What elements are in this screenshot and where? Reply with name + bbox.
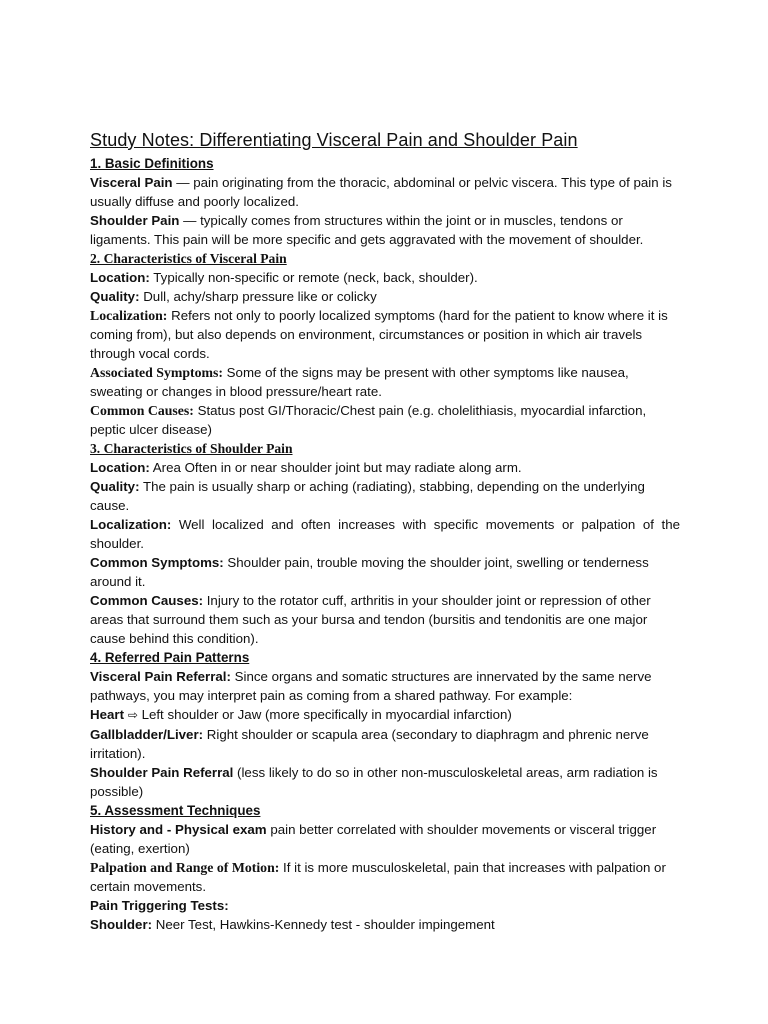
item-label: Location: [90, 270, 150, 285]
shoulder-common-causes [90, 591, 680, 648]
shoulder-tests [90, 915, 680, 934]
item-label: Shoulder: [90, 917, 153, 932]
visceral-associated-symptoms [90, 363, 680, 401]
item-text: Some of the signs may be present with other symptoms like nausea, sweating or changes in blood pressure/heart rate. [90, 365, 629, 399]
palpation-range-of-motion [90, 858, 680, 896]
item-label: Shoulder Pain Referral [90, 765, 234, 780]
section-heading-assessment: 5. Assessment Techniques [90, 803, 261, 818]
item-label: Localization: [90, 517, 172, 532]
item-label: Visceral Pain [90, 175, 173, 190]
item-text: — typically comes from structures within the joint or in muscles, tendons or ligaments. This pain will be more specific and gets aggravated with the movement of shoulder. [90, 213, 644, 247]
heart-referral [90, 705, 680, 725]
item-label: Common Causes: [90, 403, 194, 418]
item-label: Common Causes: [90, 593, 204, 608]
document-title: Study Notes: Differentiating Visceral Pain and Shoulder Pain [90, 130, 578, 150]
item-text: Left shoulder or Jaw (more specifically in myocardial infarction) [137, 707, 512, 722]
pain-triggering-tests [90, 896, 680, 915]
item-text: Shoulder pain, trouble moving the shoulder joint, swelling or tenderness around it. [90, 555, 649, 589]
item-text: Injury to the rotator cuff, arthritis in your shoulder joint or repression of other areas that surround them such as your bursa and tendon (bursitis and tendonitis are one major cause behind this condition). [90, 593, 651, 646]
item-text: Right shoulder or scapula area (secondary to diaphragm and phrenic nerve irritation). [90, 727, 649, 761]
item-text: pain better correlated with shoulder movements or visceral trigger (eating, exertion) [90, 822, 657, 856]
visceral-location [90, 268, 680, 287]
shoulder-common-symptoms [90, 553, 680, 591]
item-label: Visceral Pain Referral: [90, 669, 231, 684]
item-text: (less likely to do so in other non-musculoskeletal areas, arm radiation is possible) [90, 765, 658, 799]
shoulder-quality [90, 477, 680, 515]
item-label: Quality: [90, 289, 140, 304]
shoulder-pain-referral [90, 763, 680, 801]
item-label: Quality: [90, 479, 140, 494]
section-heading-visceral-characteristics: 2. Characteristics of Visceral Pain [90, 251, 287, 266]
item-text: — pain originating from the thoracic, abdominal or pelvic viscera. This type of pain is usually diffuse and poorly localized. [90, 175, 672, 209]
item-label: Associated Symptoms: [90, 365, 223, 380]
item-label: Palpation and Range of Motion: [90, 860, 280, 875]
item-text: If it is more musculoskeletal, pain that increases with palpation or certain movements. [90, 860, 666, 894]
definition-shoulder-pain [90, 211, 680, 249]
history-physical-exam [90, 820, 680, 858]
item-label: History and - Physical exam [90, 822, 267, 837]
visceral-common-causes [90, 401, 680, 439]
item-text: Area Often in or near shoulder joint but may radiate along arm. [149, 460, 522, 475]
visceral-localization [90, 306, 680, 363]
gallbladder-liver-referral [90, 725, 680, 763]
visceral-quality [90, 287, 680, 306]
item-text: Since organs and somatic structures are innervated by the same nerve pathways, you may interpret pain as coming from a shared pathway. For example: [90, 669, 652, 703]
item-label: Common Symptoms: [90, 555, 224, 570]
item-label: Localization: [90, 308, 168, 323]
item-text: The pain is usually sharp or aching (radiating), stabbing, depending on the underlying cause. [90, 479, 645, 513]
definition-visceral-pain [90, 173, 680, 211]
item-text: Neer Test, Hawkins-Kennedy test - shoulder impingement [152, 917, 495, 932]
right-arrow-icon: ⇨ [124, 708, 138, 722]
item-label: Gallbladder/Liver: [90, 727, 204, 742]
item-label: Heart [90, 707, 124, 722]
item-text: Refers not only to poorly localized symptoms (hard for the patient to know where it is coming from), but also depends on environment, circumstances or position in which air travels through vocal cords. [90, 308, 668, 361]
visceral-pain-referral [90, 667, 680, 705]
item-text: Dull, achy/sharp pressure like or colicky [139, 289, 377, 304]
item-text: Status post GI/Thoracic/Chest pain (e.g. cholelithiasis, myocardial infarction, peptic ulcer disease) [90, 403, 647, 437]
item-label: Shoulder Pain [90, 213, 180, 228]
item-label: Pain Triggering Tests: [90, 898, 229, 913]
item-label: Location: [90, 460, 150, 475]
section-heading-basic-definitions: 1. Basic Definitions [90, 156, 214, 171]
section-heading-referred-pain: 4. Referred Pain Patterns [90, 650, 250, 665]
shoulder-localization [90, 515, 680, 553]
item-text: Typically non-specific or remote (neck, back, shoulder). [149, 270, 478, 285]
item-text: Well localized and often increases with specific movements or palpation of the shoulder. [90, 517, 680, 551]
section-heading-shoulder-characteristics: 3. Characteristics of Shoulder Pain [90, 441, 293, 456]
shoulder-location [90, 458, 680, 477]
